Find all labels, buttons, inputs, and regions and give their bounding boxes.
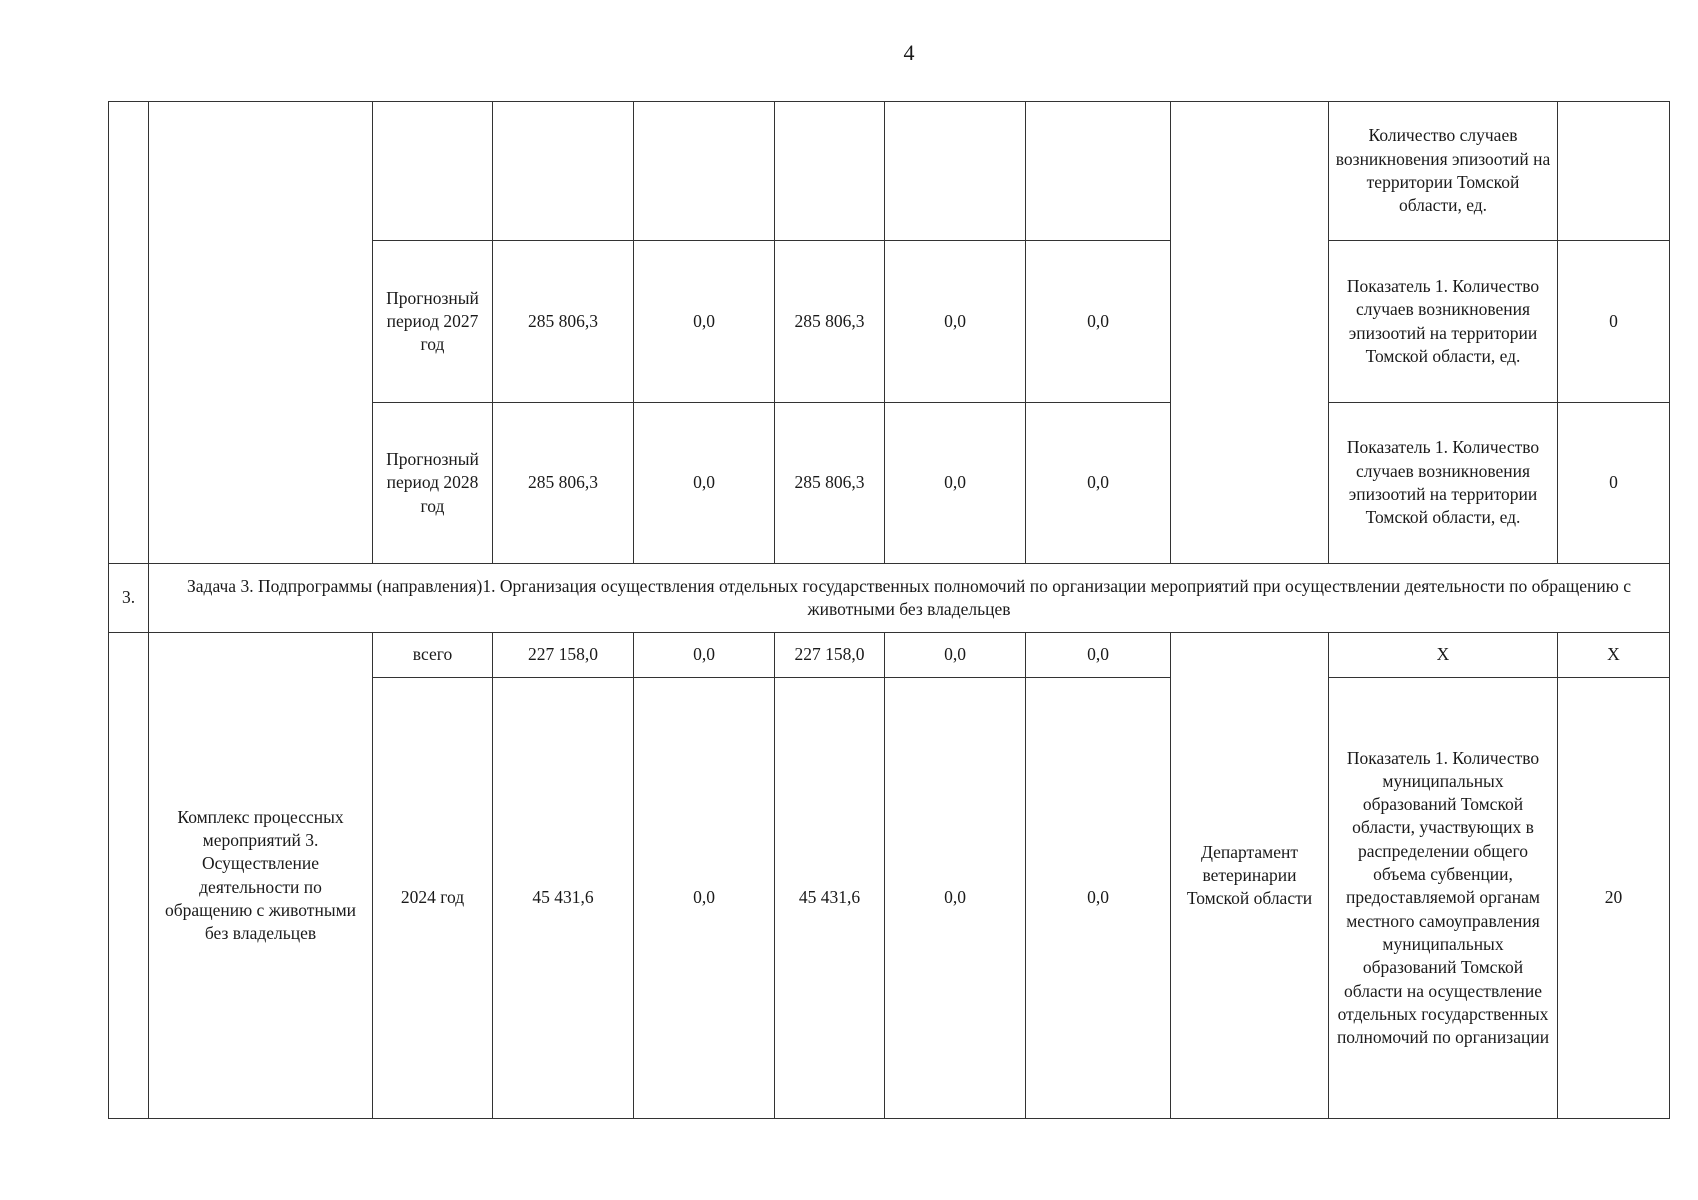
period-cell: 2024 год [373,678,493,1119]
total-cell: 45 431,6 [493,678,634,1119]
total-cell: 227 158,0 [493,633,634,678]
local-cell [885,102,1026,241]
indicator-value-cell: 0 [1558,241,1670,403]
local-cell: 0,0 [885,678,1026,1119]
indicator-value-cell: 20 [1558,678,1670,1119]
indicator-cell: Количество случаев возникновения эпизоотий на территории Томской области, ед. [1329,102,1558,241]
regional-cell [775,102,885,241]
total-cell [493,102,634,241]
regional-cell: 227 158,0 [775,633,885,678]
other-cell: 0,0 [1026,241,1171,403]
federal-cell: 0,0 [634,633,775,678]
period-cell: всего [373,633,493,678]
executor-cell: Департамент ветеринарии Томской области [1171,633,1329,1119]
total-cell: 285 806,3 [493,403,634,564]
period-cell: Прогнозный период 2028 год [373,403,493,564]
indicator-cell: Показатель 1. Количество муниципальных образований Томской области, участвующих в распределении общего объема субвенции, предоставляемой органам местного самоуправления муниципальных образований Томской области на осуществление отдельных государственных полномочий по организации [1329,678,1558,1119]
measure-cell-empty [149,102,373,564]
federal-cell: 0,0 [634,678,775,1119]
local-cell: 0,0 [885,241,1026,403]
indicator-cell: Х [1329,633,1558,678]
task-row [109,564,1670,633]
total-cell: 285 806,3 [493,241,634,403]
other-cell [1026,102,1171,241]
number-cell-empty [109,633,149,1119]
indicator-value-cell: 0 [1558,403,1670,564]
federal-cell [634,102,775,241]
local-cell: 0,0 [885,403,1026,564]
page-number: 4 [903,40,915,65]
regional-cell: 45 431,6 [775,678,885,1119]
other-cell: 0,0 [1026,633,1171,678]
indicator-cell: Показатель 1. Количество случаев возникновения эпизоотий на территории Томской области, ед. [1329,241,1558,403]
table-row [109,102,1670,241]
period-cell: Прогнозный период 2027 год [373,241,493,403]
indicator-value-cell: Х [1558,633,1670,678]
complex-name: Комплекс процессных мероприятий 3. Осуществление деятельности по обращению с животными без владельцев [149,633,373,1119]
federal-cell: 0,0 [634,403,775,564]
period-cell [373,102,493,241]
number-cell-empty [109,102,149,564]
indicator-cell: Показатель 1. Количество случаев возникновения эпизоотий на территории Томской области, ед. [1329,403,1558,564]
executor-cell-empty [1171,102,1329,564]
other-cell: 0,0 [1026,403,1171,564]
table-row [109,633,1670,678]
task-number: 3. [109,564,149,633]
regional-cell: 285 806,3 [775,241,885,403]
local-cell: 0,0 [885,633,1026,678]
regional-cell: 285 806,3 [775,403,885,564]
budget-table [108,101,1670,1119]
indicator-value-cell [1558,102,1670,241]
federal-cell: 0,0 [634,241,775,403]
other-cell: 0,0 [1026,678,1171,1119]
task-title: Задача 3. Подпрограммы (направления)1. Организация осуществления отдельных государственных полномочий по организации мероприятий при осуществлении деятельности по обращению с животными без владельцев [149,564,1670,633]
